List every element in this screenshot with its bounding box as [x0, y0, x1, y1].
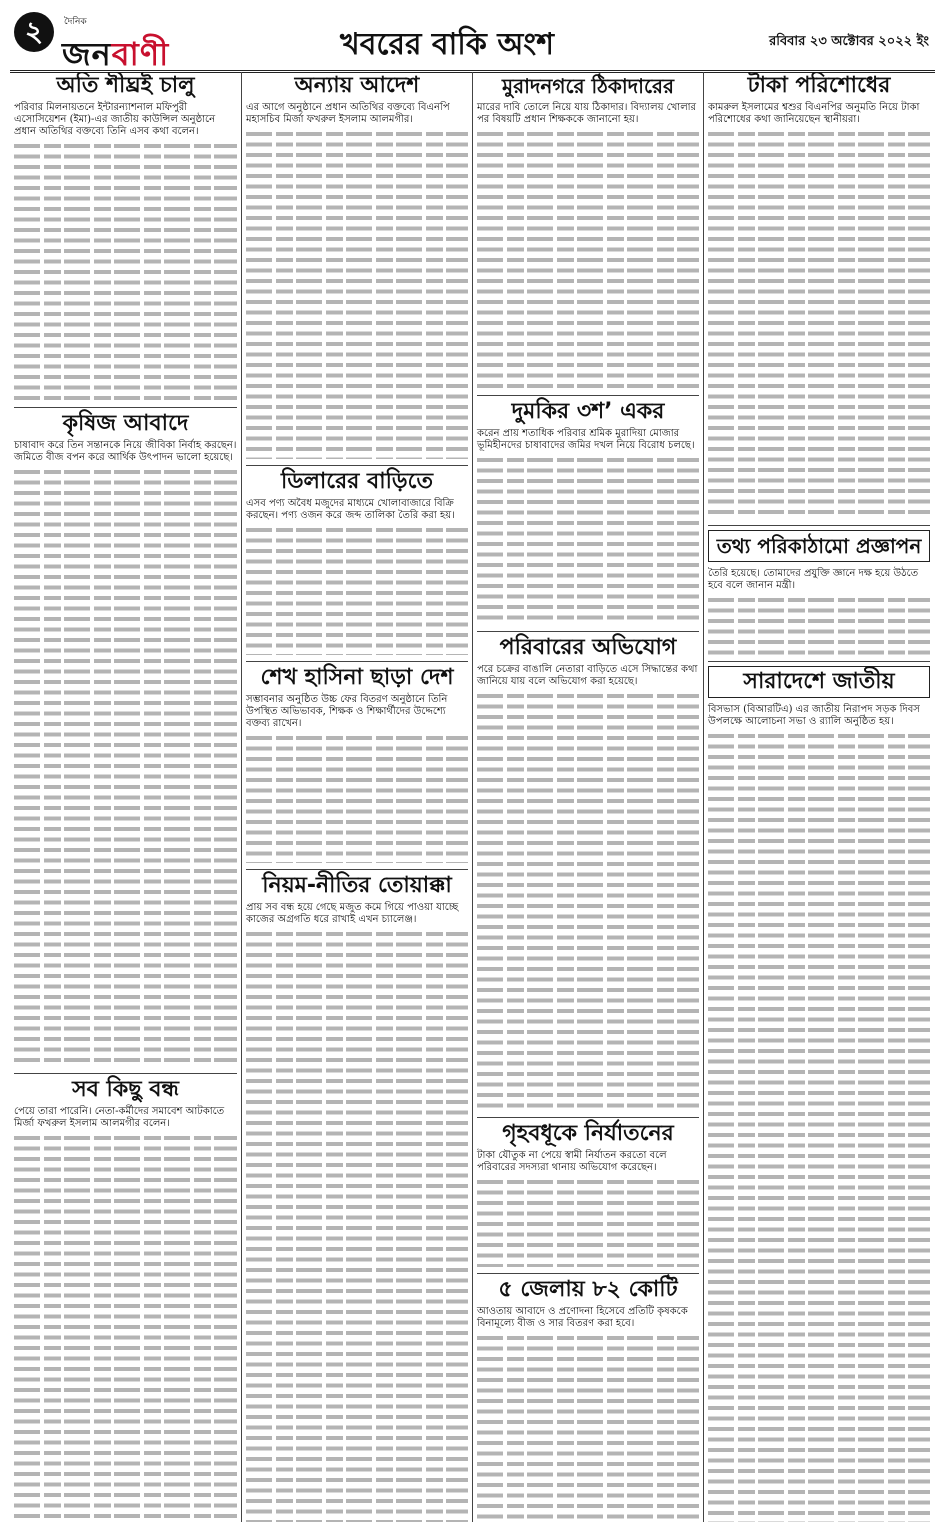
article-body: এর আগে অনুষ্ঠানে প্রধান অতিথির বক্তব্যে বিএনপি মহাসচিব মির্জা ফখরুল ইসলাম আলমগীর।	[246, 102, 450, 125]
article-headline: মুরাদনগরে ঠিকাদারের	[501, 74, 674, 98]
article-headline: অতি শীঘ্রই চালু	[56, 73, 195, 98]
article-text-block	[477, 1333, 699, 1522]
article-headline: নিয়ম-নীতির তোয়াক্কা	[262, 873, 452, 898]
article-headline: তথ্য পরিকাঠামো প্রজ্ঞাপন	[708, 530, 930, 562]
article-body: টাকা যৌতুক না পেয়ে স্বামী নির্যাতন করতো বলে পরিবারের সদস্যরা থানায় অভিযোগ করেছেন।	[477, 1150, 667, 1173]
article-headline: কৃষিজ আবাদে	[62, 411, 189, 436]
article-body: পরে চক্রের বাঙালি নেতারা বাড়িতে এসে সিদ্ধান্তের কথা জানিয়ে যায় বলে অভিযোগ করা হয়েছে।	[477, 664, 698, 687]
article	[246, 874, 468, 1522]
column-3	[472, 72, 703, 1522]
page-number-badge: ২	[14, 12, 54, 52]
article	[477, 74, 699, 389]
article-text-block	[14, 467, 237, 1067]
article-text-block	[477, 129, 699, 389]
article-text-block	[246, 929, 468, 1522]
article-body: মারের দাবি তোলে নিয়ে যায় ঠিকাদার। বিদ্যালয় খোলার পর বিষয়টি প্রধান শিক্ষককে জানানো হয়।	[477, 102, 697, 125]
article	[477, 1278, 699, 1522]
article-text-block	[708, 595, 930, 655]
article-headline: পরিবারের অভিযোগ	[499, 635, 677, 660]
article	[246, 666, 468, 863]
article	[708, 74, 930, 519]
article-headline: সব কিছু বন্ধ	[72, 1077, 179, 1102]
article	[14, 1078, 237, 1522]
column-4	[703, 72, 934, 1522]
logo-tagline: দৈনিক	[64, 17, 87, 27]
article	[477, 1122, 699, 1267]
article-text-block	[246, 733, 468, 863]
article-text-block	[14, 1133, 237, 1522]
article-body: প্রায় সব বন্ধ হয়ে গেছে মজুত কমে গিয়ে পাওয়া যাচ্ছে কাজের অগ্রগতি ধরে রাখাই এখন চ্যালেঞ্জ।	[246, 902, 459, 925]
article-text-block	[246, 129, 468, 459]
section-title: খবরের বাকি অংশ	[340, 27, 554, 62]
article-text-block	[477, 691, 699, 1111]
article-headline: ৫ জেলায় ৮২ কোটি	[498, 1277, 678, 1302]
article-text-block	[477, 1177, 699, 1267]
article	[246, 470, 468, 655]
dateline: রবিবার ২৩ অক্টোবর ২০২২ ইং	[769, 34, 929, 49]
article-text-block	[14, 141, 237, 401]
article-body: পরিবার মিলনায়তনে ইন্টারন্যাশনাল মফিপুরী এসোসিয়েশন (ইমা)-এর জাতীয় কাউন্সিল অনুষ্ঠানে প্রধান অতিথির বক্তব্যে তিনি এসব কথা বলেন।	[14, 102, 216, 137]
article-body: করেন প্রায় শতাধিক পরিবার শ্রমিক মুরাদিয়া মোজার ভূমিহীনদের চাষাবাদের জমির দখল নিয়ে বিরোধ চলছে।	[477, 428, 695, 451]
article	[477, 636, 699, 1111]
article-body: আওতায় আবাদে ও প্রণোদনা হিসেবে প্রতিটি কৃষককে বিনামূল্যে বীজ ও সার বিতরণ করা হবে।	[477, 1306, 688, 1329]
article	[477, 400, 699, 625]
article	[14, 412, 237, 1067]
logo-part-2: বাণী	[111, 35, 170, 73]
article-headline: গৃহবধূকে নির্যাতনের	[502, 1121, 674, 1146]
article	[708, 530, 930, 655]
article	[246, 74, 468, 459]
article-body: কামরুল ইসলামের শ্বশুর বিএনপির অনুমতি নিয়ে টাকা পরিশোধের কথা জানিয়েছেন স্থানীয়রা।	[708, 102, 920, 125]
masthead	[10, 8, 935, 73]
column-2	[241, 72, 472, 1522]
article-headline: শেখ হাসিনা ছাড়া দেশ	[260, 665, 454, 690]
article-text-block	[477, 455, 699, 625]
article-headline: টাকা পরিশোধের	[747, 73, 891, 98]
article-headline: দুমকির ৩শ’ একর	[511, 399, 665, 424]
article-body: সম্ভাবনার অনুষ্ঠিত উচ্চ ফের বিতরণ অনুষ্ঠানে তিনি উপস্থিত অভিভাবক, শিক্ষক ও শিক্ষার্থীদের উদ্দেশ্যে বক্তব্য রাখেন।	[246, 694, 448, 729]
article-body: বিসভাস (বিআরটিএ) এর জাতীয় নিরাপদ সড়ক দিবস উপলক্ষে আলোচনা সভা ও র‍্যালি অনুষ্ঠিত হয়।	[708, 704, 920, 727]
article-headline: অন্যায় আদেশ	[294, 73, 420, 98]
article-body: পেয়ে তারা পারেনি। নেতা-কর্মীদের সমাবেশ আটকাতে মির্জা ফখরুল ইসলাম আলমগীর বলেন।	[14, 1106, 225, 1129]
logo-part-1: জন	[62, 35, 112, 73]
article-body: এসব পণ্য অবৈধ মজুদের মাধ্যমে খোলাবাজারে বিক্রি করছেন। পণ্য ওজন করে জব্দ তালিকা তৈরি করা হয়।	[246, 498, 455, 521]
article-text-block	[708, 731, 930, 1522]
article-text-block	[708, 129, 930, 519]
column-1	[10, 72, 241, 1522]
article	[14, 74, 237, 401]
article-body: চাষাবাদ করে তিন সন্তানকে নিয়ে জীবিকা নির্বাহ করছেন। জমিতে বীজ বপন করে আর্থিক উৎপাদন ভালো হয়েছে।	[14, 440, 237, 463]
article-text-block	[246, 525, 468, 655]
article-headline: সারাদেশে জাতীয়	[708, 666, 930, 698]
article-headline: ডিলারের বাড়িতে	[281, 469, 433, 494]
article	[708, 666, 930, 1522]
article-body: তৈরি হয়েছে। তোমাদের প্রযুক্তি জ্ঞানে দক্ষ হয়ে উঠতে হবে বলে জানান মন্ত্রী।	[708, 568, 919, 591]
columns	[10, 72, 935, 1522]
